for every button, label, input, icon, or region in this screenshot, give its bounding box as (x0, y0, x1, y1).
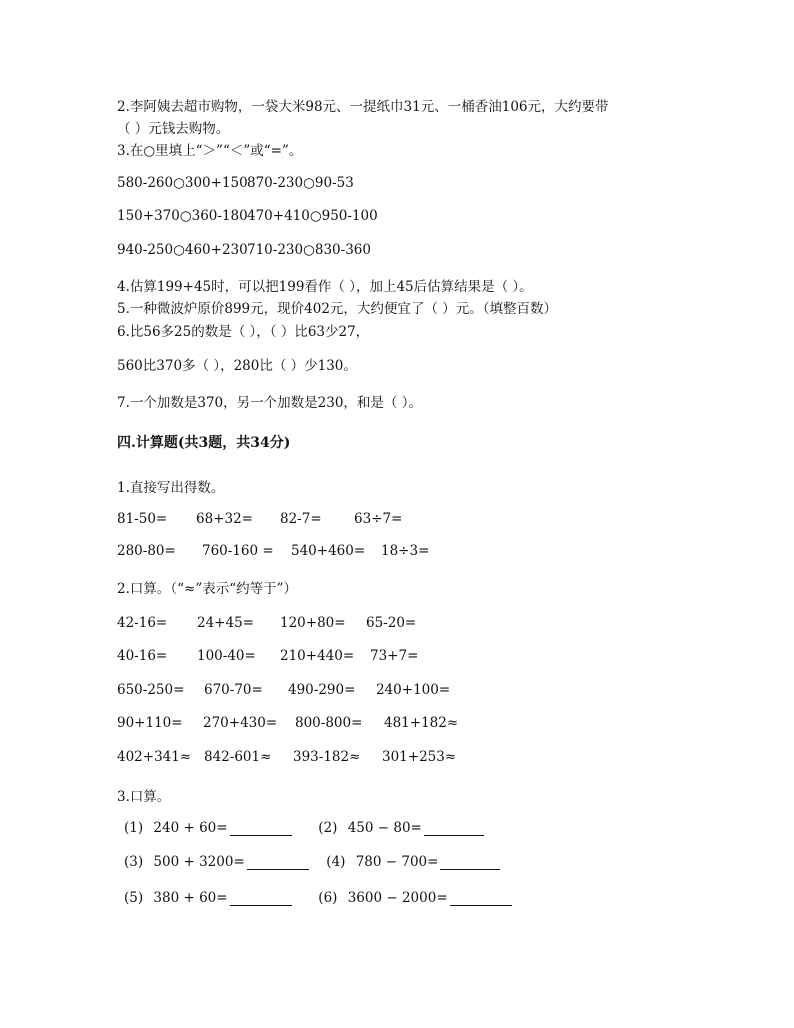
q3-item: 580-260○300+150 (117, 175, 248, 191)
p3-row (124, 890, 512, 906)
p1-item: 81-50= (117, 511, 168, 527)
q3-item: 150+370○360-180 (117, 208, 248, 224)
p3-number: (5) (124, 890, 144, 906)
answer-blank[interactable] (247, 855, 309, 870)
p2-item: 73+7= (370, 648, 419, 664)
q3-row (117, 208, 378, 224)
p2-row (117, 615, 416, 631)
p2-item: 301+253≈ (382, 749, 457, 765)
p3-expression: 500 + 3200= (153, 854, 245, 870)
p2-item: 100-40= (197, 648, 256, 664)
p2-item: 650-250= (117, 682, 185, 698)
q4-text: 4.估算199+45时，可以把199看作（ ），加上45后估算结果是（ ）。 (117, 279, 533, 295)
p2-item: 240+100= (376, 682, 451, 698)
p2-item: 42-16= (117, 615, 168, 631)
p3-item (326, 854, 500, 870)
p2-item: 270+430= (203, 715, 278, 731)
q7-text: 7.一个加数是370，另一个加数是230，和是（ ）。 (117, 395, 422, 411)
answer-blank[interactable] (440, 855, 500, 870)
q3-item: 940-250○460+230 (117, 242, 248, 258)
p3-item (124, 890, 314, 906)
p2-row (117, 715, 458, 731)
answer-blank[interactable] (230, 891, 292, 906)
p3-item (318, 890, 511, 906)
q6-line2: 560比370多（ ），280比（ ）少130。 (117, 358, 357, 374)
p2-item: 842-601≈ (204, 749, 272, 765)
p2-item: 402+341≈ (117, 749, 192, 765)
q3-row (117, 175, 354, 191)
p3-expression: 780 − 700= (355, 854, 439, 870)
p3-number: (6) (318, 890, 338, 906)
p1-item: 82-7= (280, 511, 322, 527)
q2-line1: 2.李阿姨去超市购物，一袋大米98元、一提纸巾31元、一桶香油106元，大约要带 (117, 99, 609, 115)
p2-row (117, 648, 418, 664)
p1-item: 63÷7= (354, 511, 403, 527)
p3-expression: 450 − 80= (347, 820, 422, 836)
p2-row (117, 749, 456, 765)
p2-row (117, 682, 450, 698)
p3-expression: 3600 − 2000= (347, 890, 448, 906)
p2-item: 24+45= (197, 615, 254, 631)
q3-item: 870-230○90-53 (247, 175, 354, 191)
p1-item: 280-80= (117, 543, 176, 559)
p3-item (124, 854, 322, 870)
p3-number: (2) (318, 820, 338, 836)
p2-item: 393-182≈ (293, 749, 361, 765)
p2-item: 90+110= (117, 715, 183, 731)
p3-number: (1) (124, 820, 144, 836)
q6-line1: 6.比56多25的数是（ ），（ ）比63少27， (117, 324, 370, 340)
q2-line2: （ ）元钱去购物。 (117, 121, 230, 137)
p2-item: 481+182≈ (384, 715, 459, 731)
p3-number: (3) (124, 854, 144, 870)
p2-item: 490-290= (288, 682, 356, 698)
p1-title: 1.直接写出得数。 (117, 480, 225, 496)
answer-blank[interactable] (230, 821, 292, 836)
p2-title: 2.口算。（“≈”表示“约等于”） (117, 581, 298, 597)
p2-item: 210+440= (280, 648, 355, 664)
answer-blank[interactable] (450, 891, 512, 906)
p2-item: 65-20= (366, 615, 417, 631)
p2-item: 40-16= (117, 648, 168, 664)
p2-item: 670-70= (204, 682, 263, 698)
p3-row (124, 820, 484, 836)
p1-row (117, 511, 402, 527)
p3-number: (4) (326, 854, 346, 870)
q3-item: 470+410○950-100 (247, 208, 378, 224)
p3-expression: 380 + 60= (153, 890, 228, 906)
p3-item (318, 820, 484, 836)
p2-item: 120+80= (280, 615, 346, 631)
p1-row (117, 543, 429, 559)
q3-title: 3.在○里填上“＞”“＜”或“=”。 (117, 143, 303, 159)
q5-text: 5.一种微波炉原价899元，现价402元，大约便宜了（ ）元。（填整百数） (117, 301, 557, 317)
p3-row (124, 854, 500, 870)
answer-blank[interactable] (424, 821, 484, 836)
p1-item: 68+32= (196, 511, 253, 527)
p2-item: 800-800= (295, 715, 363, 731)
q3-item: 710-230○830-360 (247, 242, 371, 258)
p3-title: 3.口算。 (117, 789, 171, 805)
p1-item: 18÷3= (381, 543, 430, 559)
p3-item (124, 820, 314, 836)
p3-expression: 240 + 60= (153, 820, 228, 836)
section-heading: 四.计算题(共3题，共34分) (117, 435, 291, 451)
p1-item: 760-160 = (202, 543, 274, 559)
p1-item: 540+460= (291, 543, 366, 559)
q3-row (117, 242, 371, 258)
